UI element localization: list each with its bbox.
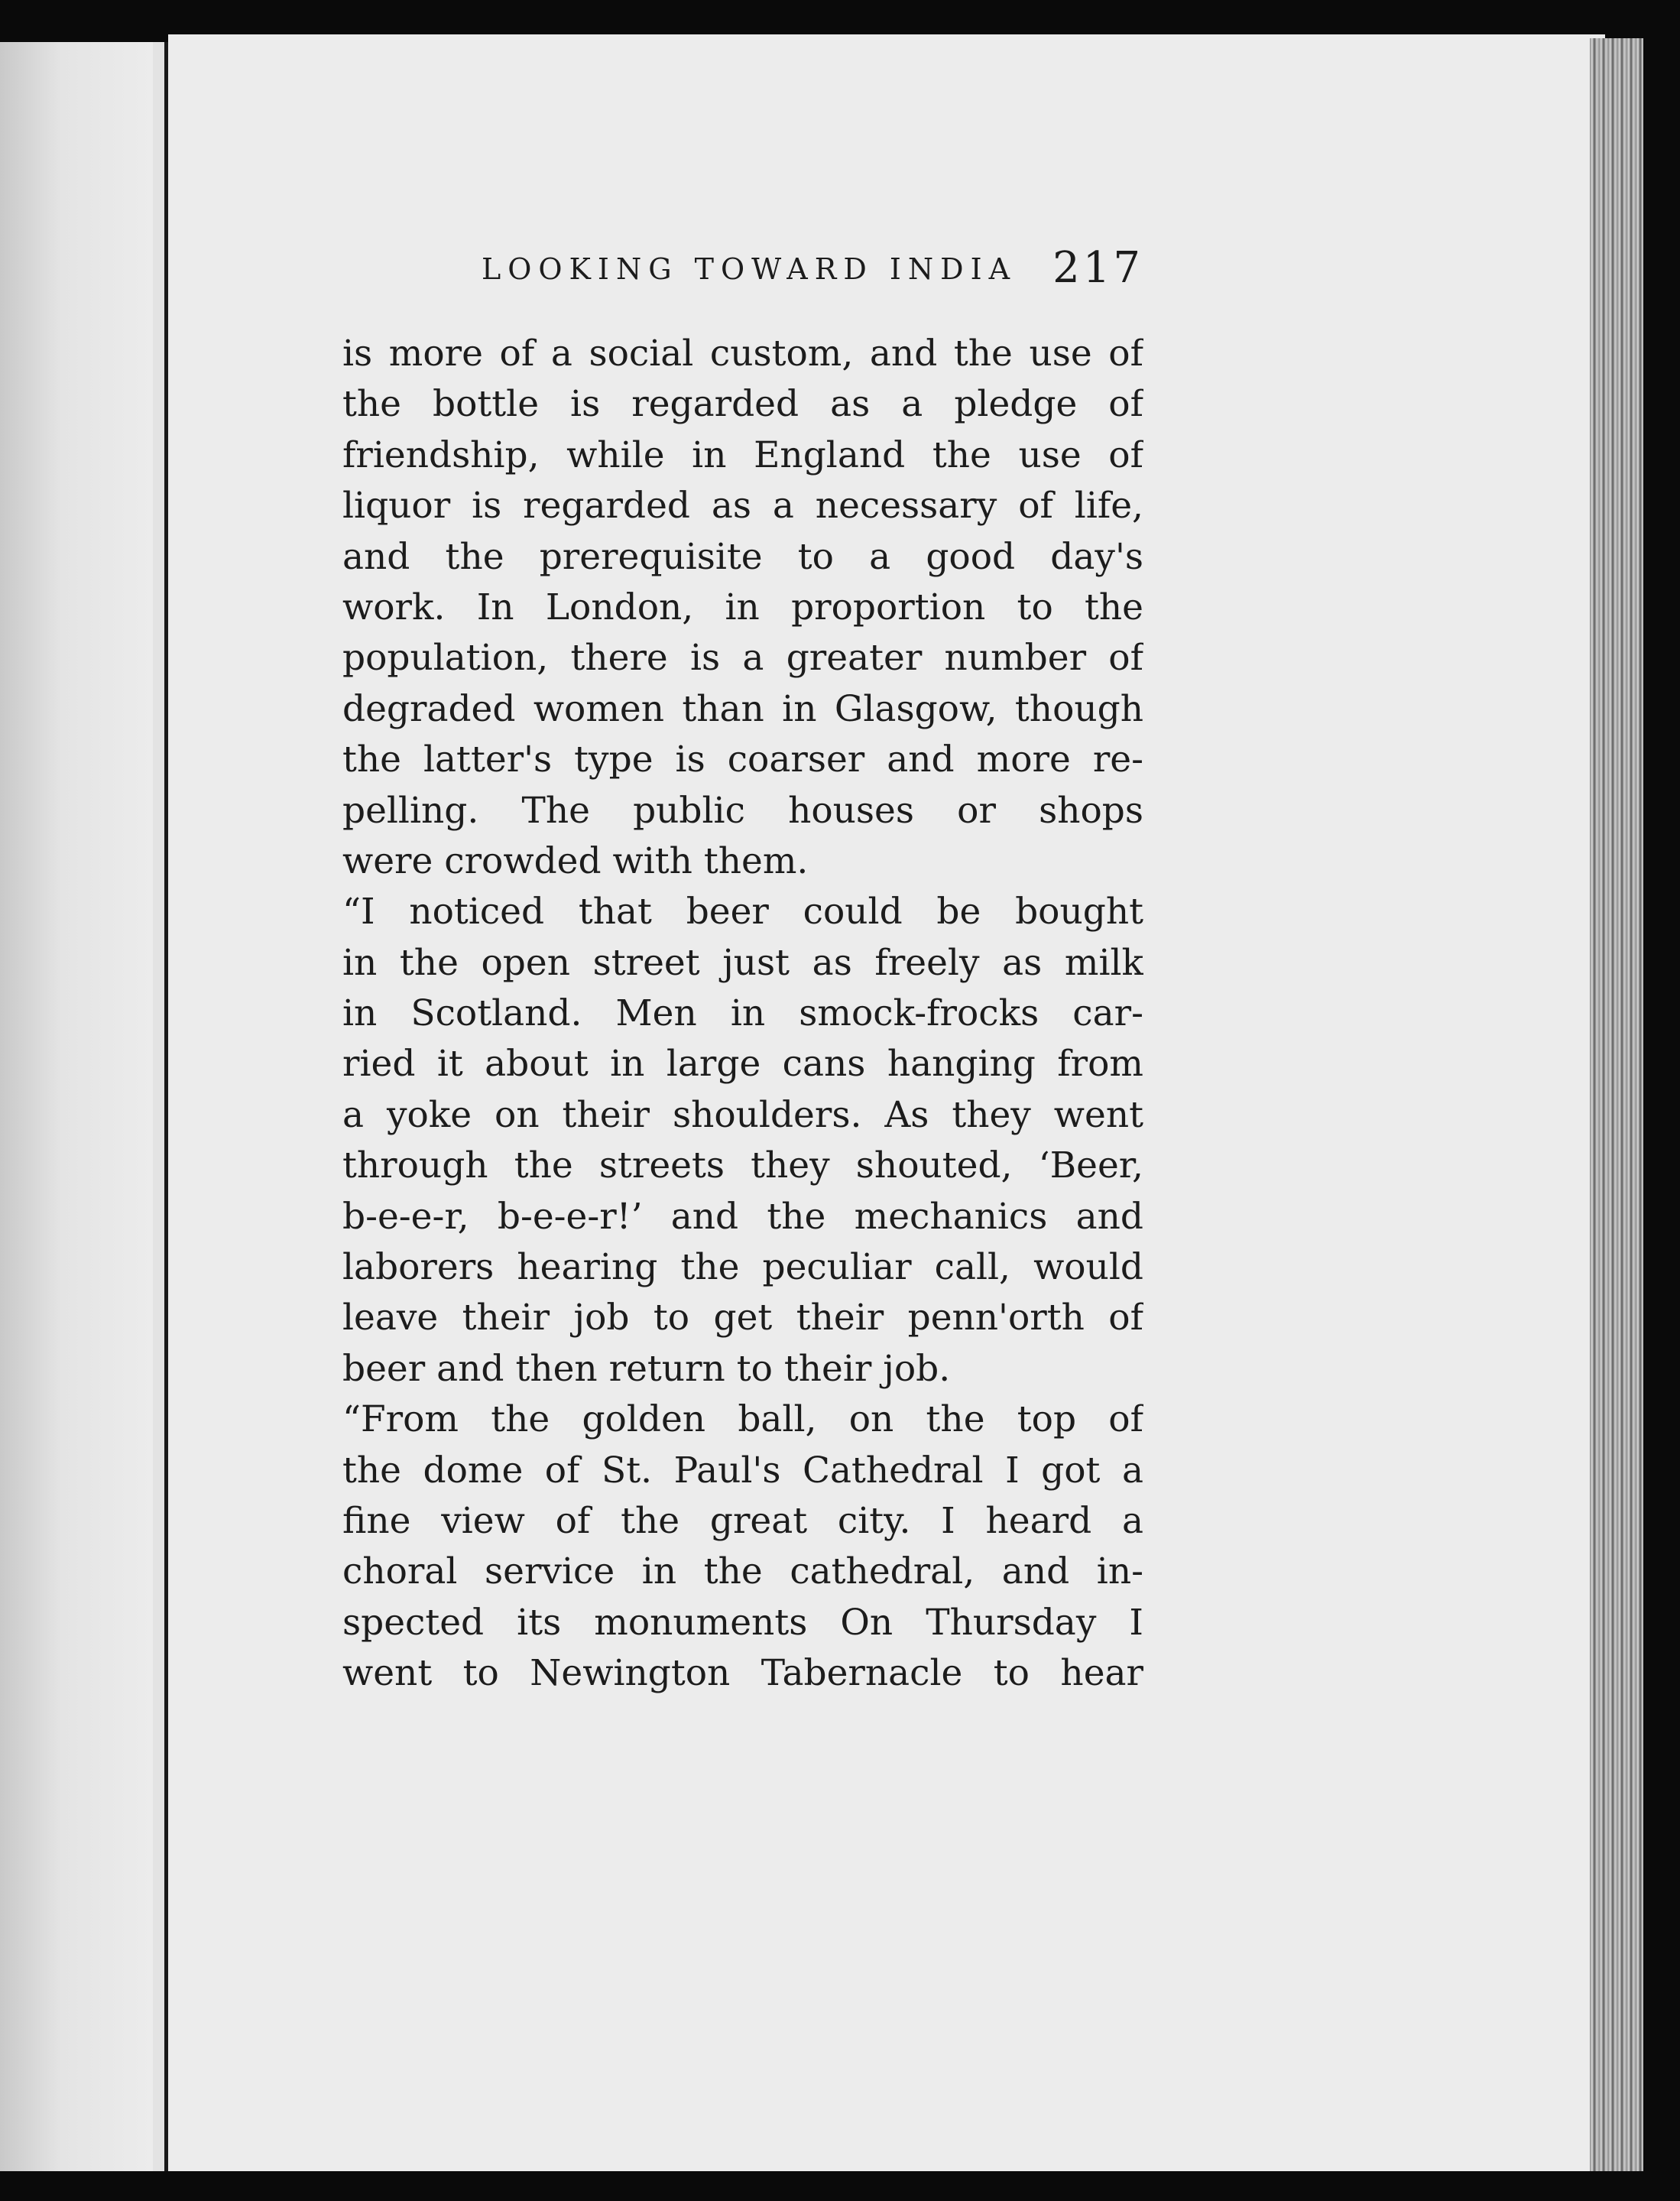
body-text: [342, 329, 1143, 1699]
text-line: fine view of the great city. I heard a: [342, 1499, 1143, 1542]
left-page-shading: [0, 42, 153, 2183]
left-page-edge: [0, 42, 168, 2183]
text-line: through the streets they shouted, ‘Beer,: [342, 1144, 1143, 1187]
text-line: a yoke on their shoulders. As they went: [342, 1093, 1143, 1136]
text-line: b-e-e-r, b-e-e-r!’ and the mechanics and: [342, 1195, 1143, 1238]
text-line: and the prerequisite to a good day's: [342, 535, 1143, 578]
text-line: is more of a social custom, and the use of: [342, 333, 1143, 375]
text-line: laborers hearing the peculiar call, would: [342, 1246, 1143, 1289]
text-line: the latter's type is coarser and more re-: [342, 739, 1143, 781]
text-line: “From the golden ball, on the top of: [342, 1398, 1143, 1441]
scan-border-bottom: [0, 2171, 1680, 2201]
text-line: went to Newington Tabernacle to hear: [342, 1652, 1143, 1695]
text-line: population, there is a greater number of: [342, 637, 1143, 680]
text-line: leave their job to get their penn'orth of: [342, 1297, 1143, 1339]
text-line: the bottle is regarded as a pledge of: [342, 383, 1143, 426]
text-line: friendship, while in England the use of: [342, 433, 1143, 476]
running-title: LOOKING TOWARD INDIA: [482, 252, 1017, 286]
text-line: spected its monuments On Thursday I: [342, 1601, 1143, 1644]
text-line: work. In London, in proportion to the: [342, 586, 1143, 628]
text-line: liquor is regarded as a necessary of life,: [342, 485, 1143, 528]
text-line: choral service in the cathedral, and in-: [342, 1550, 1143, 1593]
page-number: 217: [1052, 243, 1143, 293]
text-line: pelling. The public houses or shops: [342, 789, 1143, 832]
text-line: beer and then return to their job.: [342, 1347, 951, 1390]
text-line: were crowded with them.: [342, 839, 809, 882]
scan-border-right: [1643, 31, 1680, 2201]
text-line: ried it about in large cans hanging from: [342, 1043, 1143, 1086]
text-line: in the open street just as freely as milk: [342, 941, 1143, 984]
text-line: the dome of St. Paul's Cathedral I got a: [342, 1449, 1143, 1492]
text-line: “I noticed that beer could be bought: [342, 891, 1143, 933]
page-stack-edges: [1590, 38, 1647, 2171]
text-line: degraded women than in Glasgow, though: [342, 687, 1143, 730]
running-head: [342, 243, 1143, 312]
text-line: in Scotland. Men in smock-frocks car-: [342, 992, 1143, 1035]
